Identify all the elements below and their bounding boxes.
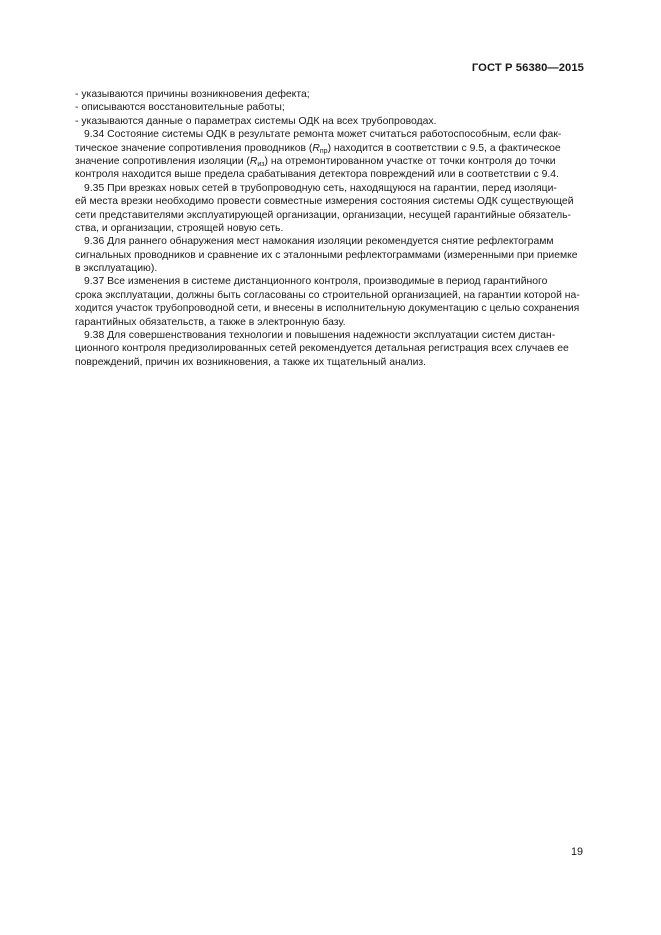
- document-header: ГОСТ Р 56380—2015: [471, 62, 584, 74]
- bullet-item: - указываются данные о параметрах системы ОДК на всех трубопроводах.: [75, 115, 437, 127]
- paragraph-9-34-line: 9.34 Состояние системы ОДК в результате ремонта может считаться работоспособным, если фак-: [84, 129, 562, 141]
- paragraph-9-34-line: значение сопротивления изоляции $(R_{из})$ на отремонтированном участке от точки контроля до точки: [75, 155, 556, 168]
- paragraph-9-38-line: повреждений, причин их возникновения, а также их тщательный анализ.: [75, 356, 427, 368]
- page-number: 19: [571, 846, 584, 858]
- paragraph-9-38-line: ционного контроля предизолированных сетей рекомендуется детальная регистрация всех случаев ее: [75, 343, 569, 355]
- resistance-symbol: R: [249, 155, 258, 167]
- paragraph-9-34-line: контроля находится выше предела срабатывания детектора повреждений или в соответствии с 9.4.: [75, 169, 559, 181]
- paragraph-9-36-line: сигнальных проводников и сравнение их с эталонными рефлектограммами (измеренными при приемке: [75, 249, 578, 261]
- paragraph-9-37-line: гарантийных обязательств, а также в электронную базу.: [75, 316, 346, 328]
- paragraph-9-38-line: 9.38 Для совершенствования технологии и повышения надежности эксплуатации систем дистан-: [84, 330, 556, 342]
- paragraph-9-37-line: срока эксплуатации, должны быть согласованы со строительной организацией, на гарантии которой на-: [75, 289, 580, 301]
- paragraph-9-34-line: тическое значение сопротивления проводников $(R_{пр})$ находится в соответствии с 9.5, а фактическое: [75, 142, 561, 155]
- resistance-symbol: R: [312, 142, 320, 154]
- bullet-item: - указываются причины возникновения дефекта;: [75, 89, 310, 100]
- paragraph-9-35-line: ей места врезки необходимо провести совместные измерения состояния системы ОДК существующей: [75, 196, 574, 208]
- paragraph-9-35-line: 9.35 При врезках новых сетей в трубопроводную сеть, находящуюся на гарантии, перед изоляци-: [84, 182, 557, 194]
- bullet-item: - описываются восстановительные работы;: [75, 102, 285, 114]
- paragraph-9-36-line: в эксплуатацию).: [75, 263, 158, 275]
- paragraph-9-37-line: ходится участок трубопроводной сети, и внесены в исполнительную документацию с целью сохранения: [75, 303, 580, 315]
- paragraph-9-37-line: 9.37 Все изменения в системе дистанционного контроля, производимые в период гарантийного: [84, 276, 548, 288]
- paragraph-9-35-line: сети представителями эксплуатирующей организации, организации, несущей гарантийные обязатель-: [75, 209, 572, 221]
- paragraph-9-35-line: ства, и организации, строящей новую сеть.: [75, 222, 284, 234]
- paragraph-9-36-line: 9.36 Для раннего обнаружения мест намокания изоляции рекомендуется снятие рефлектограмм: [84, 236, 554, 248]
- document-body: [75, 88, 586, 369]
